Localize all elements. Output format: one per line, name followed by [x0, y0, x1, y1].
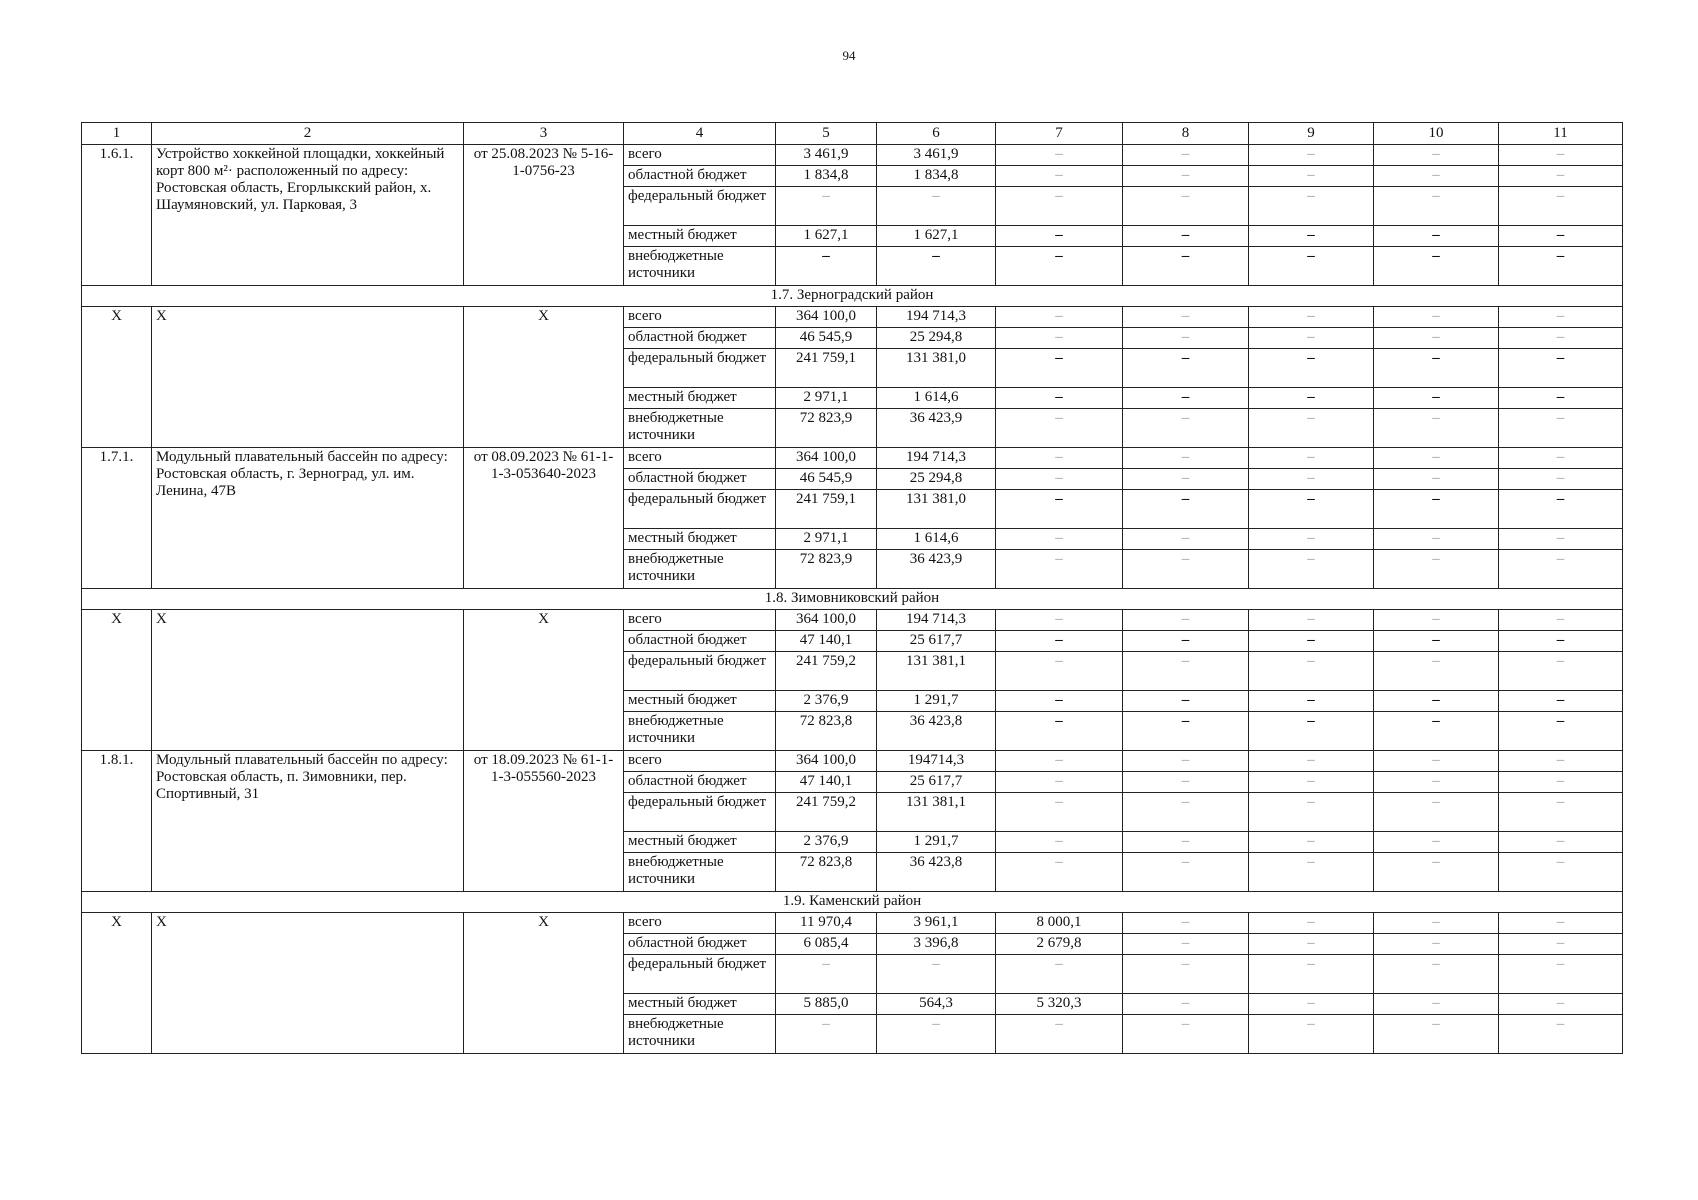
- funding-source-label: местный бюджет: [624, 691, 776, 712]
- value-cell-col10: –: [1374, 832, 1499, 853]
- value-cell-col10: –: [1374, 529, 1499, 550]
- funding-source-label: местный бюджет: [624, 994, 776, 1015]
- value-cell-col11: –: [1499, 529, 1623, 550]
- item-name: Х: [152, 610, 464, 751]
- funding-source-label: внебюджетные источники: [624, 853, 776, 892]
- value-cell-col8: –: [1123, 994, 1249, 1015]
- value-cell-col9: –: [1249, 166, 1374, 187]
- funding-source-label: внебюджетные источники: [624, 1015, 776, 1054]
- value-cell-col8: –: [1123, 793, 1249, 832]
- value-cell-col5: 5 885,0: [776, 994, 877, 1015]
- value-cell-col5: 241 759,2: [776, 652, 877, 691]
- value-cell-col7: –: [996, 187, 1123, 226]
- item-permit: Х: [464, 913, 624, 1054]
- value-cell-col9: –: [1249, 793, 1374, 832]
- value-cell-col9: –: [1249, 307, 1374, 328]
- value-cell-col6: 3 461,9: [877, 145, 996, 166]
- value-cell-col8: –: [1123, 349, 1249, 388]
- value-cell-col5: –: [776, 1015, 877, 1054]
- item-code: 1.6.1.: [82, 145, 152, 286]
- value-cell-col6: 3 961,1: [877, 913, 996, 934]
- value-cell-col8: –: [1123, 529, 1249, 550]
- value-cell-col5: 364 100,0: [776, 448, 877, 469]
- value-cell-col8: –: [1123, 1015, 1249, 1054]
- value-cell-col6: 564,3: [877, 994, 996, 1015]
- value-cell-col11: –: [1499, 772, 1623, 793]
- budget-table: [81, 122, 1623, 1054]
- value-cell-col6: 25 617,7: [877, 631, 996, 652]
- funding-source-label: всего: [624, 751, 776, 772]
- value-cell-col6: 1 291,7: [877, 691, 996, 712]
- value-cell-col5: 364 100,0: [776, 751, 877, 772]
- value-cell-col6: 194714,3: [877, 751, 996, 772]
- value-cell-col9: –: [1249, 934, 1374, 955]
- value-cell-col6: 194 714,3: [877, 610, 996, 631]
- table-row: [82, 913, 1623, 934]
- column-header: 10: [1374, 123, 1499, 145]
- funding-source-label: всего: [624, 913, 776, 934]
- value-cell-col6: 131 381,0: [877, 490, 996, 529]
- value-cell-col7: –: [996, 691, 1123, 712]
- value-cell-col5: 241 759,1: [776, 490, 877, 529]
- value-cell-col8: –: [1123, 307, 1249, 328]
- value-cell-col10: –: [1374, 853, 1499, 892]
- section-row: [82, 892, 1623, 913]
- value-cell-col7: –: [996, 853, 1123, 892]
- value-cell-col10: –: [1374, 226, 1499, 247]
- funding-source-label: федеральный бюджет: [624, 652, 776, 691]
- value-cell-col10: –: [1374, 490, 1499, 529]
- value-cell-col8: –: [1123, 913, 1249, 934]
- item-name: Модульный плавательный бассейн по адресу: Ростовская область, п. Зимовники, пер. Спортивный, 31: [152, 751, 464, 892]
- value-cell-col5: 46 545,9: [776, 469, 877, 490]
- value-cell-col7: –: [996, 610, 1123, 631]
- value-cell-col11: –: [1499, 409, 1623, 448]
- value-cell-col9: –: [1249, 409, 1374, 448]
- value-cell-col10: –: [1374, 793, 1499, 832]
- value-cell-col5: 1 834,8: [776, 166, 877, 187]
- value-cell-col7: –: [996, 145, 1123, 166]
- value-cell-col11: –: [1499, 166, 1623, 187]
- funding-source-label: областной бюджет: [624, 328, 776, 349]
- funding-source-label: внебюджетные источники: [624, 550, 776, 589]
- value-cell-col10: –: [1374, 691, 1499, 712]
- value-cell-col7: –: [996, 409, 1123, 448]
- value-cell-col6: 25 617,7: [877, 772, 996, 793]
- value-cell-col9: –: [1249, 853, 1374, 892]
- value-cell-col7: –: [996, 226, 1123, 247]
- value-cell-col6: 131 381,0: [877, 349, 996, 388]
- value-cell-col8: –: [1123, 490, 1249, 529]
- value-cell-col5: 1 627,1: [776, 226, 877, 247]
- value-cell-col10: –: [1374, 187, 1499, 226]
- value-cell-col6: 36 423,8: [877, 853, 996, 892]
- table-row: [82, 145, 1623, 166]
- value-cell-col6: 25 294,8: [877, 469, 996, 490]
- value-cell-col11: –: [1499, 652, 1623, 691]
- value-cell-col9: –: [1249, 247, 1374, 286]
- value-cell-col5: –: [776, 187, 877, 226]
- table-row: [82, 610, 1623, 631]
- item-name: Х: [152, 913, 464, 1054]
- value-cell-col5: 46 545,9: [776, 328, 877, 349]
- value-cell-col5: 2 376,9: [776, 691, 877, 712]
- value-cell-col11: –: [1499, 913, 1623, 934]
- item-permit: от 25.08.2023 № 5-16-1-0756-23: [464, 145, 624, 286]
- value-cell-col10: –: [1374, 145, 1499, 166]
- item-permit: от 08.09.2023 № 61-1-1-3-053640-2023: [464, 448, 624, 589]
- value-cell-col10: –: [1374, 913, 1499, 934]
- value-cell-col5: 11 970,4: [776, 913, 877, 934]
- value-cell-col6: –: [877, 955, 996, 994]
- value-cell-col8: –: [1123, 409, 1249, 448]
- table-row: [82, 307, 1623, 328]
- value-cell-col7: –: [996, 328, 1123, 349]
- value-cell-col11: –: [1499, 226, 1623, 247]
- value-cell-col11: –: [1499, 955, 1623, 994]
- value-cell-col9: –: [1249, 652, 1374, 691]
- value-cell-col7: 5 320,3: [996, 994, 1123, 1015]
- value-cell-col8: –: [1123, 226, 1249, 247]
- value-cell-col6: 194 714,3: [877, 448, 996, 469]
- value-cell-col8: –: [1123, 955, 1249, 994]
- value-cell-col11: –: [1499, 349, 1623, 388]
- funding-source-label: областной бюджет: [624, 166, 776, 187]
- column-header: 7: [996, 123, 1123, 145]
- value-cell-col10: –: [1374, 349, 1499, 388]
- value-cell-col7: –: [996, 955, 1123, 994]
- value-cell-col6: 131 381,1: [877, 793, 996, 832]
- value-cell-col10: –: [1374, 166, 1499, 187]
- value-cell-col9: –: [1249, 631, 1374, 652]
- value-cell-col8: –: [1123, 934, 1249, 955]
- value-cell-col11: –: [1499, 247, 1623, 286]
- value-cell-col11: –: [1499, 388, 1623, 409]
- value-cell-col7: –: [996, 166, 1123, 187]
- value-cell-col10: –: [1374, 247, 1499, 286]
- value-cell-col5: 2 376,9: [776, 832, 877, 853]
- value-cell-col9: –: [1249, 550, 1374, 589]
- value-cell-col6: 131 381,1: [877, 652, 996, 691]
- value-cell-col5: 47 140,1: [776, 772, 877, 793]
- column-header: 6: [877, 123, 996, 145]
- section-title: 1.7. Зерноградский район: [82, 286, 1623, 307]
- value-cell-col9: –: [1249, 913, 1374, 934]
- funding-source-label: федеральный бюджет: [624, 793, 776, 832]
- funding-source-label: федеральный бюджет: [624, 955, 776, 994]
- value-cell-col9: –: [1249, 772, 1374, 793]
- value-cell-col7: –: [996, 712, 1123, 751]
- value-cell-col5: 47 140,1: [776, 631, 877, 652]
- funding-source-label: федеральный бюджет: [624, 349, 776, 388]
- value-cell-col11: –: [1499, 550, 1623, 589]
- item-name: Х: [152, 307, 464, 448]
- value-cell-col7: –: [996, 772, 1123, 793]
- item-code: 1.8.1.: [82, 751, 152, 892]
- section-row: [82, 286, 1623, 307]
- value-cell-col9: –: [1249, 751, 1374, 772]
- value-cell-col9: –: [1249, 145, 1374, 166]
- table-header: [82, 123, 1623, 145]
- value-cell-col5: 72 823,9: [776, 550, 877, 589]
- value-cell-col9: –: [1249, 448, 1374, 469]
- value-cell-col9: –: [1249, 226, 1374, 247]
- value-cell-col5: 2 971,1: [776, 388, 877, 409]
- value-cell-col6: –: [877, 247, 996, 286]
- value-cell-col11: –: [1499, 610, 1623, 631]
- value-cell-col6: 36 423,8: [877, 712, 996, 751]
- value-cell-col8: –: [1123, 652, 1249, 691]
- funding-source-label: областной бюджет: [624, 631, 776, 652]
- value-cell-col7: –: [996, 529, 1123, 550]
- value-cell-col9: –: [1249, 1015, 1374, 1054]
- value-cell-col7: –: [996, 388, 1123, 409]
- value-cell-col11: –: [1499, 832, 1623, 853]
- value-cell-col8: –: [1123, 166, 1249, 187]
- value-cell-col7: –: [996, 832, 1123, 853]
- value-cell-col7: –: [996, 448, 1123, 469]
- value-cell-col6: 1 614,6: [877, 388, 996, 409]
- column-header: 8: [1123, 123, 1249, 145]
- funding-source-label: областной бюджет: [624, 934, 776, 955]
- value-cell-col7: –: [996, 550, 1123, 589]
- value-cell-col9: –: [1249, 469, 1374, 490]
- value-cell-col10: –: [1374, 448, 1499, 469]
- section-row: [82, 589, 1623, 610]
- value-cell-col7: –: [996, 631, 1123, 652]
- value-cell-col11: –: [1499, 691, 1623, 712]
- funding-source-label: всего: [624, 448, 776, 469]
- value-cell-col5: 6 085,4: [776, 934, 877, 955]
- value-cell-col7: –: [996, 349, 1123, 388]
- value-cell-col7: –: [996, 1015, 1123, 1054]
- funding-source-label: всего: [624, 610, 776, 631]
- value-cell-col10: –: [1374, 388, 1499, 409]
- value-cell-col10: –: [1374, 994, 1499, 1015]
- value-cell-col9: –: [1249, 994, 1374, 1015]
- value-cell-col7: –: [996, 652, 1123, 691]
- column-header: 4: [624, 123, 776, 145]
- value-cell-col11: –: [1499, 751, 1623, 772]
- value-cell-col9: –: [1249, 328, 1374, 349]
- value-cell-col11: –: [1499, 712, 1623, 751]
- value-cell-col8: –: [1123, 712, 1249, 751]
- value-cell-col10: –: [1374, 469, 1499, 490]
- funding-source-label: всего: [624, 145, 776, 166]
- value-cell-col8: –: [1123, 751, 1249, 772]
- value-cell-col9: –: [1249, 388, 1374, 409]
- item-code: Х: [82, 610, 152, 751]
- funding-source-label: всего: [624, 307, 776, 328]
- value-cell-col10: –: [1374, 328, 1499, 349]
- value-cell-col6: 194 714,3: [877, 307, 996, 328]
- item-code: 1.7.1.: [82, 448, 152, 589]
- value-cell-col7: –: [996, 247, 1123, 286]
- value-cell-col6: 25 294,8: [877, 328, 996, 349]
- value-cell-col9: –: [1249, 691, 1374, 712]
- value-cell-col6: 1 834,8: [877, 166, 996, 187]
- value-cell-col8: –: [1123, 550, 1249, 589]
- value-cell-col5: 241 759,2: [776, 793, 877, 832]
- value-cell-col5: 3 461,9: [776, 145, 877, 166]
- value-cell-col10: –: [1374, 610, 1499, 631]
- value-cell-col11: –: [1499, 490, 1623, 529]
- value-cell-col7: 8 000,1: [996, 913, 1123, 934]
- value-cell-col10: –: [1374, 1015, 1499, 1054]
- value-cell-col11: –: [1499, 1015, 1623, 1054]
- value-cell-col8: –: [1123, 772, 1249, 793]
- funding-source-label: областной бюджет: [624, 772, 776, 793]
- column-header: 2: [152, 123, 464, 145]
- value-cell-col8: –: [1123, 388, 1249, 409]
- value-cell-col10: –: [1374, 631, 1499, 652]
- value-cell-col9: –: [1249, 832, 1374, 853]
- value-cell-col8: –: [1123, 832, 1249, 853]
- value-cell-col6: 1 291,7: [877, 832, 996, 853]
- table-row: [82, 448, 1623, 469]
- value-cell-col6: –: [877, 1015, 996, 1054]
- item-name: Устройство хоккейной площадки, хоккейный корт 800 м²· расположенный по адресу: Ростовская область, Егорлыкский район, х. Шаумяновский, ул. Парковая, 3: [152, 145, 464, 286]
- value-cell-col5: 72 823,8: [776, 712, 877, 751]
- value-cell-col10: –: [1374, 934, 1499, 955]
- funding-source-label: местный бюджет: [624, 529, 776, 550]
- value-cell-col11: –: [1499, 187, 1623, 226]
- value-cell-col7: –: [996, 490, 1123, 529]
- value-cell-col9: –: [1249, 490, 1374, 529]
- value-cell-col10: –: [1374, 955, 1499, 994]
- value-cell-col6: 1 627,1: [877, 226, 996, 247]
- funding-source-label: внебюджетные источники: [624, 712, 776, 751]
- value-cell-col8: –: [1123, 145, 1249, 166]
- value-cell-col7: 2 679,8: [996, 934, 1123, 955]
- item-permit: Х: [464, 307, 624, 448]
- column-header: 11: [1499, 123, 1623, 145]
- column-header: 3: [464, 123, 624, 145]
- value-cell-col8: –: [1123, 631, 1249, 652]
- value-cell-col5: –: [776, 247, 877, 286]
- value-cell-col11: –: [1499, 934, 1623, 955]
- value-cell-col5: 72 823,8: [776, 853, 877, 892]
- value-cell-col11: –: [1499, 145, 1623, 166]
- funding-source-label: областной бюджет: [624, 469, 776, 490]
- value-cell-col9: –: [1249, 349, 1374, 388]
- value-cell-col5: –: [776, 955, 877, 994]
- funding-source-label: внебюджетные источники: [624, 247, 776, 286]
- value-cell-col7: –: [996, 307, 1123, 328]
- table-body: [82, 145, 1623, 1054]
- value-cell-col9: –: [1249, 712, 1374, 751]
- value-cell-col6: 36 423,9: [877, 550, 996, 589]
- value-cell-col9: –: [1249, 187, 1374, 226]
- value-cell-col11: –: [1499, 994, 1623, 1015]
- value-cell-col11: –: [1499, 307, 1623, 328]
- value-cell-col9: –: [1249, 955, 1374, 994]
- item-code: Х: [82, 913, 152, 1054]
- value-cell-col7: –: [996, 469, 1123, 490]
- column-header: 9: [1249, 123, 1374, 145]
- section-title: 1.9. Каменский район: [82, 892, 1623, 913]
- value-cell-col8: –: [1123, 853, 1249, 892]
- funding-source-label: местный бюджет: [624, 388, 776, 409]
- value-cell-col5: 364 100,0: [776, 610, 877, 631]
- funding-source-label: внебюджетные источники: [624, 409, 776, 448]
- funding-source-label: местный бюджет: [624, 226, 776, 247]
- value-cell-col10: –: [1374, 652, 1499, 691]
- value-cell-col6: 36 423,9: [877, 409, 996, 448]
- value-cell-col10: –: [1374, 550, 1499, 589]
- value-cell-col8: –: [1123, 247, 1249, 286]
- value-cell-col8: –: [1123, 187, 1249, 226]
- value-cell-col8: –: [1123, 691, 1249, 712]
- value-cell-col11: –: [1499, 853, 1623, 892]
- value-cell-col10: –: [1374, 751, 1499, 772]
- value-cell-col7: –: [996, 751, 1123, 772]
- value-cell-col6: 3 396,8: [877, 934, 996, 955]
- value-cell-col10: –: [1374, 772, 1499, 793]
- value-cell-col8: –: [1123, 469, 1249, 490]
- funding-source-label: местный бюджет: [624, 832, 776, 853]
- value-cell-col6: –: [877, 187, 996, 226]
- item-code: Х: [82, 307, 152, 448]
- value-cell-col5: 72 823,9: [776, 409, 877, 448]
- value-cell-col10: –: [1374, 712, 1499, 751]
- value-cell-col10: –: [1374, 409, 1499, 448]
- value-cell-col11: –: [1499, 328, 1623, 349]
- item-permit: от 18.09.2023 № 61-1-1-3-055560-2023: [464, 751, 624, 892]
- page-number: 94: [842, 48, 856, 63]
- table-row: [82, 751, 1623, 772]
- value-cell-col10: –: [1374, 307, 1499, 328]
- value-cell-col9: –: [1249, 610, 1374, 631]
- section-title: 1.8. Зимовниковский район: [82, 589, 1623, 610]
- value-cell-col5: 241 759,1: [776, 349, 877, 388]
- funding-source-label: федеральный бюджет: [624, 490, 776, 529]
- value-cell-col11: –: [1499, 793, 1623, 832]
- item-name: Модульный плавательный бассейн по адресу: Ростовская область, г. Зерноград, ул. им. Ленина, 47В: [152, 448, 464, 589]
- item-permit: Х: [464, 610, 624, 751]
- value-cell-col6: 1 614,6: [877, 529, 996, 550]
- value-cell-col5: 2 971,1: [776, 529, 877, 550]
- value-cell-col9: –: [1249, 529, 1374, 550]
- value-cell-col5: 364 100,0: [776, 307, 877, 328]
- value-cell-col11: –: [1499, 631, 1623, 652]
- column-header: 1: [82, 123, 152, 145]
- value-cell-col7: –: [996, 793, 1123, 832]
- value-cell-col8: –: [1123, 448, 1249, 469]
- funding-source-label: федеральный бюджет: [624, 187, 776, 226]
- column-header: 5: [776, 123, 877, 145]
- value-cell-col11: –: [1499, 469, 1623, 490]
- value-cell-col8: –: [1123, 328, 1249, 349]
- value-cell-col11: –: [1499, 448, 1623, 469]
- value-cell-col8: –: [1123, 610, 1249, 631]
